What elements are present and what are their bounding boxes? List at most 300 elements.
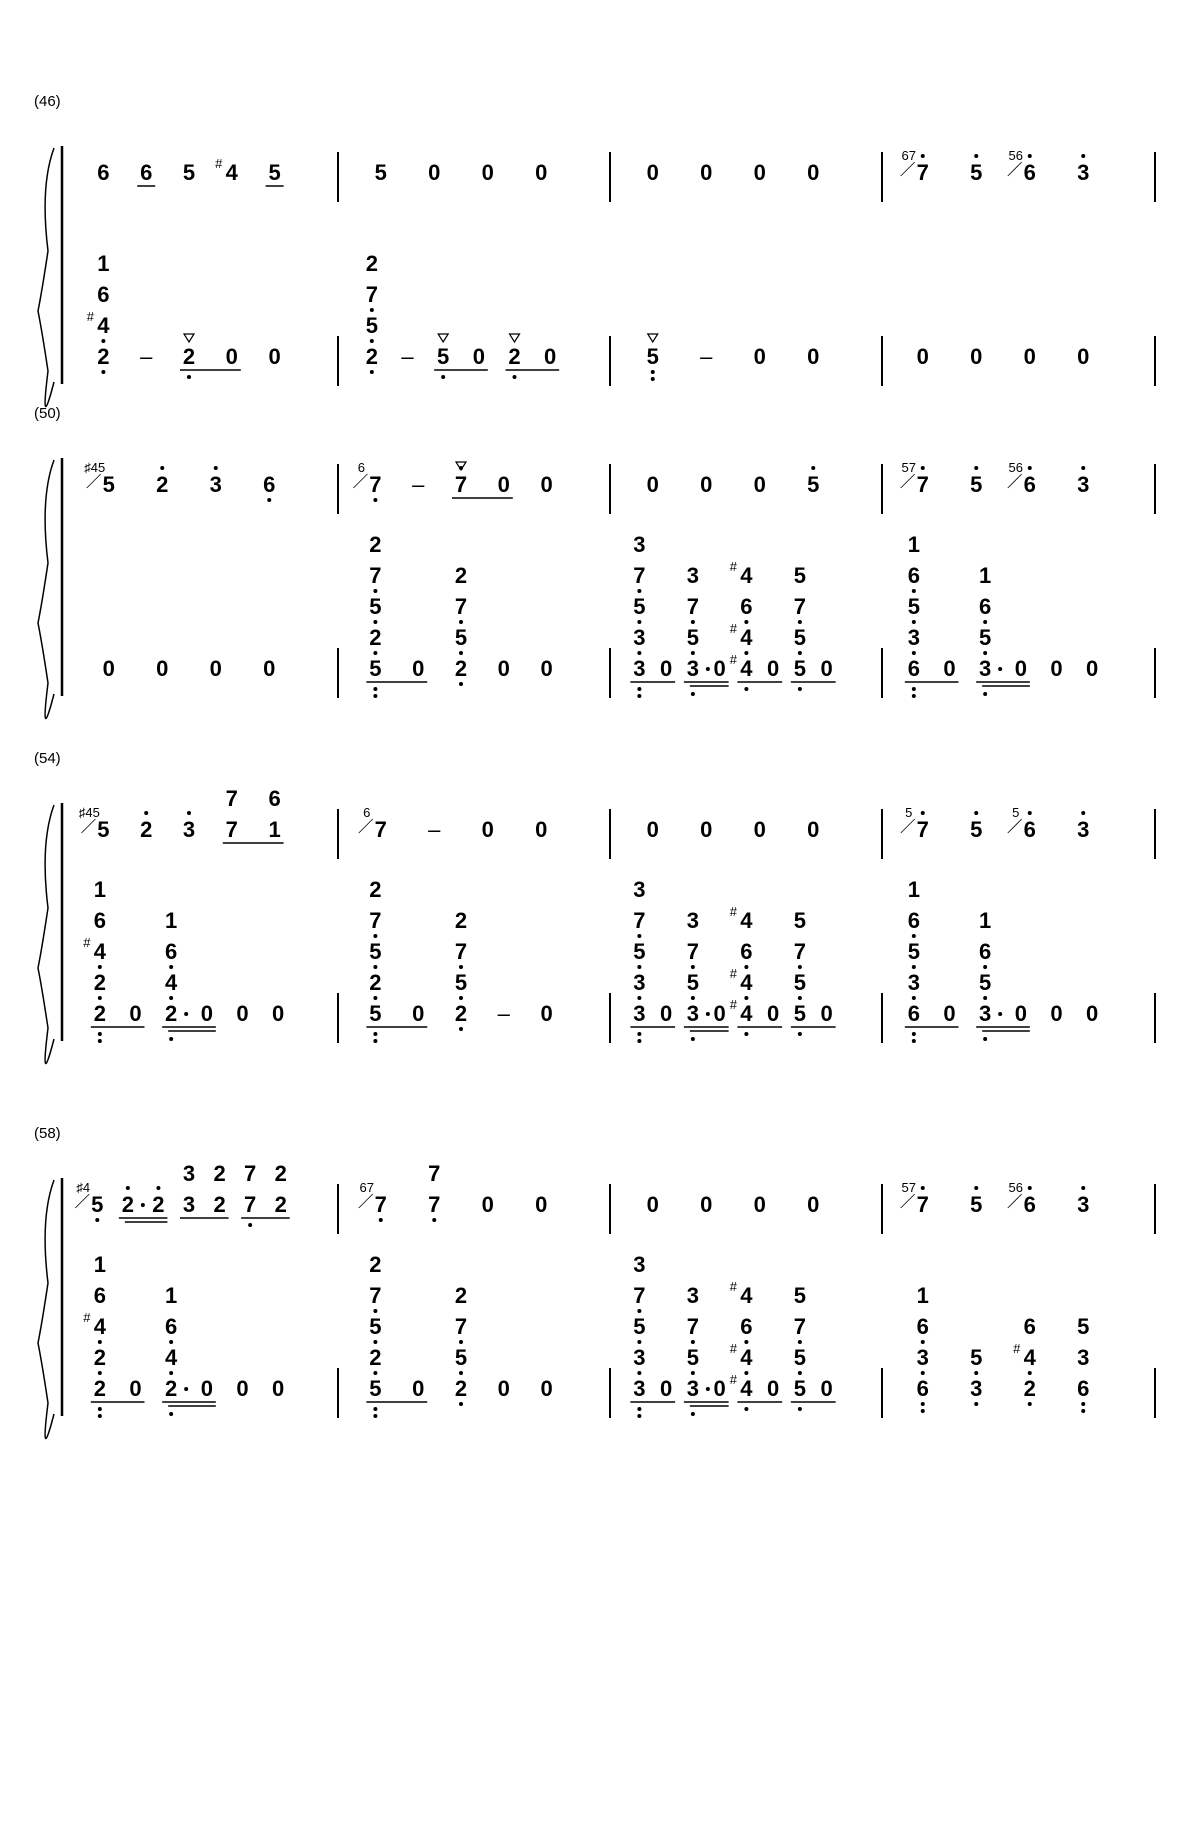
octave-dot	[637, 1032, 641, 1036]
score-system	[34, 93, 1155, 407]
note-digit: 5	[970, 817, 983, 842]
octave-dot	[651, 370, 655, 374]
low-octave-dot	[912, 589, 916, 593]
sharp-sign: #	[86, 309, 95, 324]
note-digit: 1	[979, 908, 992, 933]
note-digit: 5	[633, 939, 646, 964]
note-digit: 1	[907, 877, 920, 902]
note-digit: 0	[497, 656, 510, 681]
note-digit: 5	[807, 472, 820, 497]
note-digit: 2	[274, 1161, 287, 1186]
high-octave-dot	[187, 811, 191, 815]
high-octave-dot	[921, 811, 925, 815]
low-octave-dot	[459, 1340, 463, 1344]
low-octave-dot	[98, 965, 102, 969]
note-digit: 6	[263, 472, 276, 497]
low-octave-dot	[169, 1037, 173, 1041]
note-digit: 7	[686, 1314, 699, 1339]
sharp-sign: #	[729, 1279, 737, 1294]
grace-note: 6	[357, 460, 366, 475]
high-octave-dot	[1028, 154, 1032, 158]
low-octave-dot	[921, 1340, 925, 1344]
note-digit: 7	[793, 594, 806, 619]
note-digit: 0	[428, 160, 441, 185]
low-octave-dot	[373, 1039, 377, 1043]
note-digit: 0	[700, 817, 713, 842]
high-octave-dot	[974, 466, 978, 470]
note-digit: 4	[740, 1376, 753, 1401]
sharp-sign: #	[729, 559, 737, 574]
low-octave-dot	[691, 1412, 695, 1416]
note-digit: –	[401, 344, 414, 369]
note-digit: 3	[907, 625, 920, 650]
note-digit: 0	[236, 1001, 249, 1026]
octave-dot	[637, 687, 641, 691]
note-digit: 2	[454, 1001, 468, 1026]
low-octave-dot	[912, 934, 916, 938]
note-digit: 7	[793, 1314, 806, 1339]
note-digit: 3	[686, 908, 699, 933]
low-octave-dot	[974, 1402, 978, 1406]
note-digit: 2	[213, 1161, 226, 1186]
low-octave-dot	[691, 1371, 695, 1375]
grace-note: 67	[901, 148, 916, 163]
sharp-sign: #	[729, 904, 737, 919]
low-octave-dot	[974, 1371, 978, 1375]
sharp-sign: #	[83, 1310, 91, 1325]
note-digit: 7	[633, 563, 646, 588]
high-octave-dot	[811, 466, 815, 470]
note-digit: 2	[369, 877, 382, 902]
sharp-sign: #	[729, 1341, 737, 1356]
note-digit: 3	[182, 1161, 196, 1186]
high-octave-dot	[1081, 466, 1085, 470]
low-octave-dot	[459, 965, 463, 969]
brace	[38, 460, 54, 719]
grace-slash	[1008, 162, 1022, 176]
note-digit: 3	[633, 877, 646, 902]
note-digit: 7	[428, 1192, 441, 1217]
low-octave-dot	[912, 996, 916, 1000]
note-digit: 6	[907, 1001, 920, 1026]
grace-slash	[901, 474, 915, 488]
note-digit: 7	[454, 472, 468, 497]
note-digit: 0	[1077, 344, 1090, 369]
note-digit: 2	[274, 1192, 287, 1217]
grace-note: 6	[363, 805, 371, 820]
staccato-triangle	[648, 334, 658, 342]
high-octave-dot	[1081, 154, 1085, 158]
low-octave-dot	[983, 965, 987, 969]
note-digit: 7	[374, 1192, 387, 1217]
high-octave-dot	[974, 154, 978, 158]
note-digit: 0	[660, 656, 673, 681]
low-octave-dot	[637, 694, 641, 698]
note-digit: 5	[970, 160, 983, 185]
low-octave-dot	[370, 339, 374, 343]
note-digit: 3	[979, 656, 992, 681]
note-digit: 0	[753, 1192, 766, 1217]
low-octave-dot	[459, 996, 463, 1000]
note-digit: 2	[369, 970, 382, 995]
note-digit: 7	[454, 594, 468, 619]
note-digit: 6	[740, 939, 753, 964]
low-octave-dot	[798, 1340, 802, 1344]
note-digit: –	[428, 817, 441, 842]
note-digit: 2	[369, 1345, 382, 1370]
note-digit: 0	[540, 656, 553, 681]
note-digit: 7	[633, 1283, 646, 1308]
low-octave-dot	[744, 1407, 748, 1411]
high-octave-dot	[1081, 811, 1085, 815]
note-digit: 5	[793, 625, 806, 650]
note-digit: 6	[165, 1314, 178, 1339]
low-octave-dot	[98, 1039, 102, 1043]
note-digit: 0	[820, 656, 833, 681]
grace-slash	[1008, 1194, 1022, 1208]
grace-note: ♯45	[84, 460, 106, 475]
note-digit: 6	[1023, 1314, 1036, 1339]
note-digit: 5	[365, 313, 378, 338]
note-digit: 0	[540, 1001, 553, 1026]
note-digit: 6	[916, 1314, 929, 1339]
note-digit: 7	[244, 1161, 257, 1186]
note-digit: 0	[753, 160, 766, 185]
note-digit: 6	[916, 1376, 929, 1401]
measure-number: (58)	[34, 1125, 61, 1142]
note-digit: 5	[268, 160, 281, 185]
note-digit: 0	[807, 817, 820, 842]
low-octave-dot	[744, 1340, 748, 1344]
high-octave-dot	[921, 1186, 925, 1190]
grace-note: ♯4	[76, 1180, 91, 1195]
note-digit: 4	[165, 970, 178, 995]
note-digit: 7	[369, 908, 382, 933]
note-digit: 2	[182, 344, 196, 369]
note-digit: 3	[916, 1345, 929, 1370]
low-octave-dot	[983, 692, 987, 696]
note-digit: 7	[686, 594, 699, 619]
sharp-sign: #	[1013, 1341, 1021, 1356]
note-digit: 2	[454, 1376, 468, 1401]
low-octave-dot	[373, 589, 377, 593]
low-octave-dot	[983, 996, 987, 1000]
note-digit: 4	[740, 1283, 753, 1308]
low-octave-dot	[373, 934, 377, 938]
grace-slash	[75, 1194, 89, 1208]
note-digit: 0	[412, 656, 425, 681]
low-octave-dot	[101, 339, 105, 343]
note-digit: 5	[979, 625, 992, 650]
note-digit: 7	[454, 939, 468, 964]
note-digit: 6	[97, 160, 110, 185]
note-digit: 3	[970, 1376, 983, 1401]
note-digit: 0	[660, 1376, 673, 1401]
note-digit: 6	[979, 939, 992, 964]
note-digit: 2	[508, 344, 521, 369]
low-octave-dot	[651, 377, 655, 381]
note-digit: 3	[1077, 1192, 1090, 1217]
low-octave-dot	[921, 1371, 925, 1375]
note-digit: 0	[700, 1192, 713, 1217]
note-digit: 0	[412, 1001, 425, 1026]
note-digit: 2	[152, 1192, 165, 1217]
note-digit: 2	[369, 532, 382, 557]
note-digit: 6	[907, 563, 920, 588]
note-digit: 4	[93, 939, 106, 964]
sharp-sign: #	[215, 156, 223, 171]
note-digit: 0	[646, 472, 659, 497]
low-octave-dot	[637, 996, 641, 1000]
note-digit: 0	[1086, 1001, 1099, 1026]
note-digit: 6	[1023, 1192, 1036, 1217]
note-digit: 4	[740, 1345, 753, 1370]
measure-number: (54)	[34, 750, 61, 767]
note-digit: –	[700, 344, 713, 369]
note-digit: 0	[540, 1376, 553, 1401]
note-digit: 0	[412, 1376, 425, 1401]
low-octave-dot	[637, 651, 641, 655]
note-digit: 7	[454, 1314, 468, 1339]
note-digit: 5	[686, 1345, 699, 1370]
note-digit: 5	[369, 1314, 382, 1339]
low-octave-dot	[637, 620, 641, 624]
grace-slash	[359, 819, 373, 833]
note-digit: 2	[140, 817, 153, 842]
grace-note: 67	[359, 1180, 374, 1195]
grace-slash	[901, 819, 915, 833]
note-digit: 3	[633, 1376, 646, 1401]
high-octave-dot	[974, 811, 978, 815]
note-digit: 0	[767, 656, 780, 681]
note-digit: 3	[633, 1252, 646, 1277]
note-digit: 0	[263, 656, 276, 681]
staccato-triangle	[184, 334, 194, 342]
note-digit: 7	[428, 1161, 441, 1186]
note-digit: 3	[633, 1001, 646, 1026]
note-digit: 5	[454, 625, 468, 650]
note-digit: 6	[93, 908, 106, 933]
note-digit: 0	[497, 1376, 510, 1401]
low-octave-dot	[95, 1218, 99, 1222]
low-octave-dot	[459, 682, 463, 686]
note-digit: 5	[686, 625, 699, 650]
note-digit: 6	[907, 908, 920, 933]
low-octave-dot	[373, 620, 377, 624]
grace-slash	[901, 162, 915, 176]
note-digit: 3	[633, 1345, 646, 1370]
low-octave-dot	[798, 1371, 802, 1375]
note-digit: 3	[686, 1283, 699, 1308]
note-digit: 0	[272, 1376, 285, 1401]
note-digit: 4	[225, 160, 238, 185]
note-digit: 1	[165, 908, 178, 933]
low-octave-dot	[169, 1371, 173, 1375]
note-digit: 0	[1086, 656, 1099, 681]
augmentation-dot	[706, 667, 710, 671]
note-digit: 0	[1050, 1001, 1063, 1026]
low-octave-dot	[373, 498, 377, 502]
augmentation-dot	[998, 1012, 1002, 1016]
grace-note: 5	[1012, 805, 1020, 820]
low-octave-dot	[248, 1223, 252, 1227]
sharp-sign: #	[729, 966, 737, 981]
high-octave-dot	[1081, 1186, 1085, 1190]
note-digit: 4	[165, 1345, 178, 1370]
note-digit: 0	[236, 1376, 249, 1401]
octave-dot	[98, 1032, 102, 1036]
measure-number: (50)	[34, 405, 61, 422]
low-octave-dot	[98, 1340, 102, 1344]
note-digit: 0	[472, 344, 485, 369]
low-octave-dot	[373, 996, 377, 1000]
note-digit: 3	[209, 472, 222, 497]
note-digit: 7	[916, 160, 929, 185]
low-octave-dot	[370, 370, 374, 374]
note-digit: 2	[365, 251, 378, 276]
note-digit: –	[497, 1001, 510, 1026]
note-digit: 2	[365, 344, 378, 369]
low-octave-dot	[798, 620, 802, 624]
note-digit: 0	[943, 656, 956, 681]
note-digit: 2	[93, 1376, 106, 1401]
low-octave-dot	[101, 370, 105, 374]
note-digit: 0	[540, 472, 553, 497]
note-digit: 6	[165, 939, 178, 964]
low-octave-dot	[459, 1402, 463, 1406]
grace-note: 56	[1008, 148, 1023, 163]
note-digit: 6	[1023, 817, 1036, 842]
note-digit: 0	[1014, 656, 1027, 681]
low-octave-dot	[691, 1037, 695, 1041]
low-octave-dot	[373, 1340, 377, 1344]
sharp-sign: #	[729, 621, 737, 636]
brace	[38, 148, 54, 407]
octave-dot	[921, 1402, 925, 1406]
note-digit: 0	[753, 344, 766, 369]
note-digit: 5	[1077, 1314, 1090, 1339]
note-digit: 5	[793, 656, 806, 681]
augmentation-dot	[184, 1387, 188, 1391]
low-octave-dot	[169, 1412, 173, 1416]
note-digit: 0	[646, 817, 659, 842]
low-octave-dot	[1028, 1371, 1032, 1375]
note-digit: 5	[793, 970, 806, 995]
low-octave-dot	[983, 1037, 987, 1041]
note-digit: 6	[907, 656, 920, 681]
note-digit: 6	[97, 282, 110, 307]
low-octave-dot	[798, 1407, 802, 1411]
low-octave-dot	[691, 692, 695, 696]
low-octave-dot	[267, 498, 271, 502]
low-octave-dot	[637, 589, 641, 593]
note-digit: 0	[820, 1376, 833, 1401]
note-digit: 6	[1023, 160, 1036, 185]
octave-dot	[98, 1407, 102, 1411]
note-digit: 5	[91, 1192, 104, 1217]
note-digit: 3	[686, 1001, 699, 1026]
note-digit: 0	[481, 160, 494, 185]
low-octave-dot	[459, 620, 463, 624]
note-digit: 5	[454, 970, 468, 995]
note-digit: 7	[916, 817, 929, 842]
low-octave-dot	[373, 1371, 377, 1375]
note-digit: 5	[970, 472, 983, 497]
note-digit: 5	[437, 344, 450, 369]
note-digit: 5	[369, 656, 382, 681]
note-digit: 0	[646, 160, 659, 185]
note-digit: 0	[916, 344, 929, 369]
note-digit: 0	[767, 1001, 780, 1026]
low-octave-dot	[798, 996, 802, 1000]
note-digit: 2	[369, 625, 382, 650]
note-digit: 0	[646, 1192, 659, 1217]
low-octave-dot	[98, 1414, 102, 1418]
note-digit: 0	[129, 1001, 142, 1026]
high-octave-dot	[921, 466, 925, 470]
grace-slash	[359, 1194, 373, 1208]
note-digit: 7	[793, 939, 806, 964]
low-octave-dot	[98, 996, 102, 1000]
note-digit: 0	[820, 1001, 833, 1026]
note-digit: 0	[481, 1192, 494, 1217]
note-digit: 0	[700, 160, 713, 185]
note-digit: 0	[943, 1001, 956, 1026]
augmentation-dot	[706, 1387, 710, 1391]
low-octave-dot	[691, 651, 695, 655]
sharp-sign: #	[729, 997, 737, 1012]
note-digit: 3	[1077, 472, 1090, 497]
note-digit: 7	[225, 786, 238, 811]
note-digit: 2	[93, 1345, 106, 1370]
note-digit: 2	[165, 1001, 178, 1026]
low-octave-dot	[744, 996, 748, 1000]
low-octave-dot	[912, 651, 916, 655]
high-octave-dot	[921, 154, 925, 158]
note-digit: 4	[740, 970, 753, 995]
note-digit: 3	[633, 656, 646, 681]
low-octave-dot	[744, 1032, 748, 1036]
low-octave-dot	[691, 620, 695, 624]
note-digit: 2	[93, 970, 106, 995]
note-digit: 5	[633, 594, 646, 619]
low-octave-dot	[912, 965, 916, 969]
high-octave-dot	[214, 466, 218, 470]
note-digit: 0	[535, 817, 548, 842]
note-digit: 5	[369, 1001, 382, 1026]
note-digit: 3	[182, 1192, 196, 1217]
low-octave-dot	[921, 1409, 925, 1413]
note-digit: 0	[807, 344, 820, 369]
note-digit: 1	[93, 1252, 106, 1277]
low-octave-dot	[459, 1027, 463, 1031]
low-octave-dot	[637, 965, 641, 969]
augmentation-dot	[998, 667, 1002, 671]
low-octave-dot	[169, 1340, 173, 1344]
brace	[38, 1180, 54, 1439]
note-digit: 4	[93, 1314, 106, 1339]
low-octave-dot	[798, 1032, 802, 1036]
note-digit: 6	[140, 160, 153, 185]
note-digit: 0	[807, 1192, 820, 1217]
note-digit: 6	[1077, 1376, 1090, 1401]
note-digit: 4	[740, 908, 753, 933]
note-digit: 2	[454, 563, 468, 588]
low-octave-dot	[637, 1414, 641, 1418]
note-digit: 1	[916, 1283, 929, 1308]
low-octave-dot	[983, 651, 987, 655]
grace-note: ♯45	[78, 805, 100, 820]
